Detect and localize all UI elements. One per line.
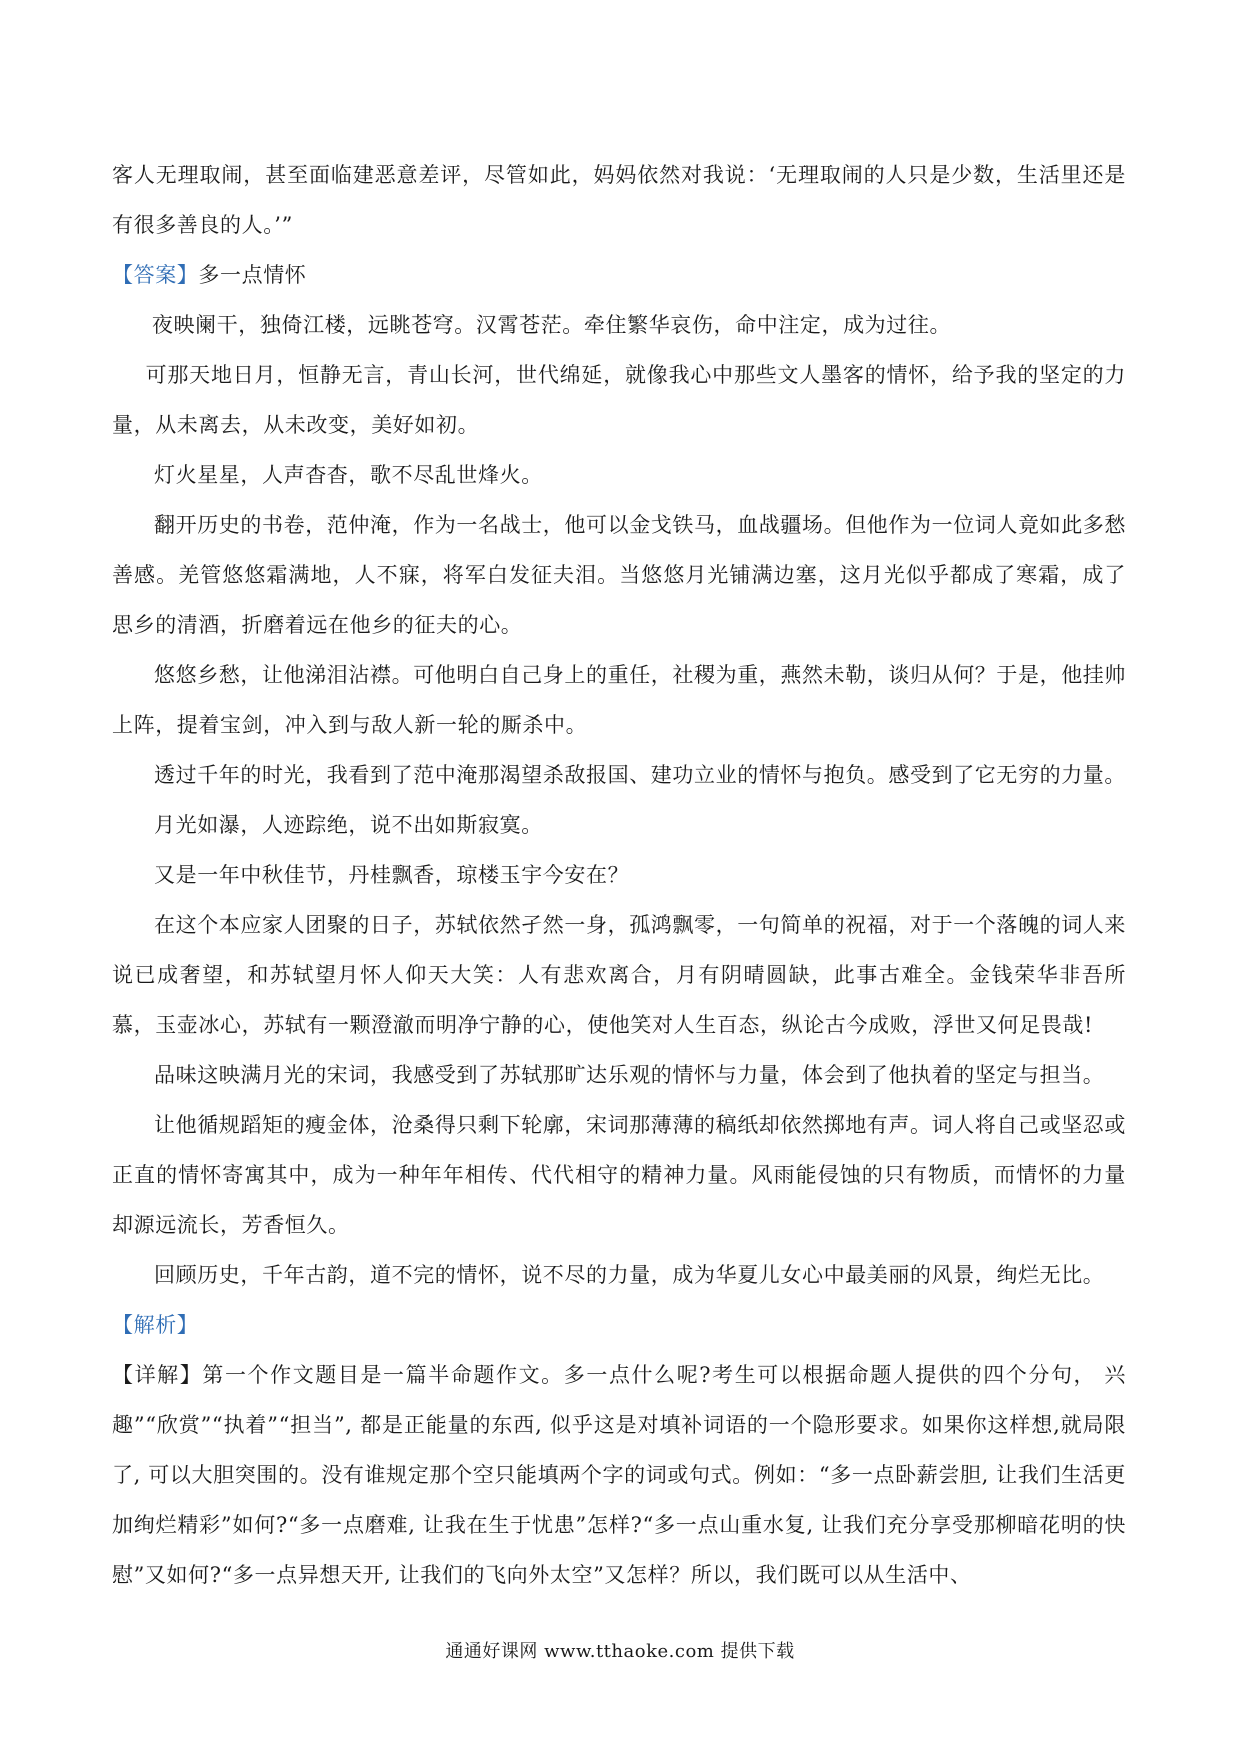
paragraph	[112, 850, 1126, 900]
paragraph	[112, 1300, 1126, 1350]
paragraph-text: 悠悠乡愁，让他涕泪沾襟。可他明白自己身上的重任，社稷为重，燕然未勒，谈归从何？于是，他挂帅上阵，提着宝剑，冲入到与敌人新一轮的厮杀中。	[112, 663, 1126, 737]
paragraph-text: 品味这映满月光的宋词，我感受到了苏轼那旷达乐观的情怀与力量，体会到了他执着的坚定与担当。	[154, 1063, 1105, 1087]
paragraph-text: 可那天地日月，恒静无言，青山长河，世代绵延，就像我心中那些文人墨客的情怀，给予我的坚定的力量，从未离去，从未改变，美好如初。	[112, 363, 1126, 437]
paragraph	[112, 500, 1126, 650]
section-tag: 【解析】	[112, 1313, 199, 1337]
paragraph	[112, 750, 1126, 800]
paragraph-text: 透过千年的时光，我看到了范中淹那渴望杀敌报国、建功立业的情怀与抱负。感受到了它无穷的力量。	[154, 763, 1126, 787]
paragraph-text: 让他循规蹈矩的瘦金体，沧桑得只剩下轮廓，宋词那薄薄的稿纸却依然掷地有声。词人将自己或坚忍或正直的情怀寄寓其中，成为一种年年相传、代代相守的精神力量。风雨能侵蚀的只有物质，而情怀的力量却源远流长，芳香恒久。	[112, 1113, 1126, 1237]
paragraph	[112, 900, 1126, 1050]
paragraph-text: 夜映阑干，独倚江楼，远眺苍穹。汉霄苍茫。牵住繁华哀伤，命中注定，成为过往。	[151, 313, 952, 337]
section-label: 【详解】	[112, 1363, 203, 1387]
paragraph	[112, 650, 1126, 750]
paragraph-text: 又是一年中秋佳节，丹桂飘香，琼楼玉宇今安在？	[154, 863, 630, 887]
paragraph	[112, 1350, 1126, 1600]
paragraph	[112, 450, 1126, 500]
paragraph-text: 翻开历史的书卷，范仲淹，作为一名战士，他可以金戈铁马，血战疆场。但他作为一位词人竟如此多愁善感。羌管悠悠霜满地，人不寐，将军白发征夫泪。当悠悠月光铺满边塞，这月光似乎都成了寒霜，成了思乡的清酒，折磨着远在他乡的征夫的心。	[112, 513, 1126, 637]
paragraph-text: 回顾历史，千年古韵，道不完的情怀，说不尽的力量，成为华夏儿女心中最美丽的风景，绚烂无比。	[154, 1263, 1105, 1287]
paragraph	[112, 250, 1126, 300]
paragraph	[112, 300, 1126, 350]
paragraph-text: 灯火星星，人声杳杳，歌不尽乱世烽火。	[154, 463, 543, 487]
page-footer: 通通好课网 www.tthaoke.com 提供下载	[445, 1641, 795, 1662]
paragraph	[112, 150, 1126, 250]
paragraph	[112, 1100, 1126, 1250]
section-tag: 【答案】	[112, 263, 199, 287]
paragraph-text: 月光如瀑，人迹踪绝，说不出如斯寂寞。	[154, 813, 543, 837]
document-body	[112, 150, 1126, 1600]
paragraph-text: 第一个作文题目是一篇半命题作文。多一点什么呢?考生可以根据命题人提供的四个分句， 兴趣”“欣赏”“执着”“担当”, 都是正能量的东西, 似乎这是对填补词语的一个隐形要求。如果你这样想,就局限了, 可以大胆突围的。没有谁规定那个空只能填两个字的词或句式。例如：“多一点卧薪尝胆, 让我们生活更加绚烂精彩”如何?“多一点磨难, 让我在生于忧患”怎样?“多一点山重水复, 让我们充分享受那柳暗花明的快慰”又如何?“多一点异想天开, 让我们的飞向外太空”又怎样？所以，我们既可以从生活中、	[112, 1363, 1126, 1587]
paragraph-text: 在这个本应家人团聚的日子，苏轼依然孑然一身，孤鸿飘零，一句简单的祝福，对于一个落魄的词人来说已成奢望，和苏轼望月怀人仰天大笑：人有悲欢离合，月有阴晴圆缺，此事古难全。金钱荣华非吾所慕，玉壶冰心，苏轼有一颗澄澈而明净宁静的心，使他笑对人生百态，纵论古今成败，浮世又何足畏哉!	[112, 913, 1126, 1037]
paragraph-text: 客人无理取闹，甚至面临建恶意差评，尽管如此，妈妈依然对我说：‘无理取闹的人只是少数，生活里还是有很多善良的人。’”	[112, 163, 1126, 237]
paragraph-text: 多一点情怀	[198, 263, 307, 287]
paragraph	[112, 1050, 1126, 1100]
paragraph	[112, 800, 1126, 850]
paragraph	[112, 350, 1126, 450]
paragraph	[112, 1250, 1126, 1300]
